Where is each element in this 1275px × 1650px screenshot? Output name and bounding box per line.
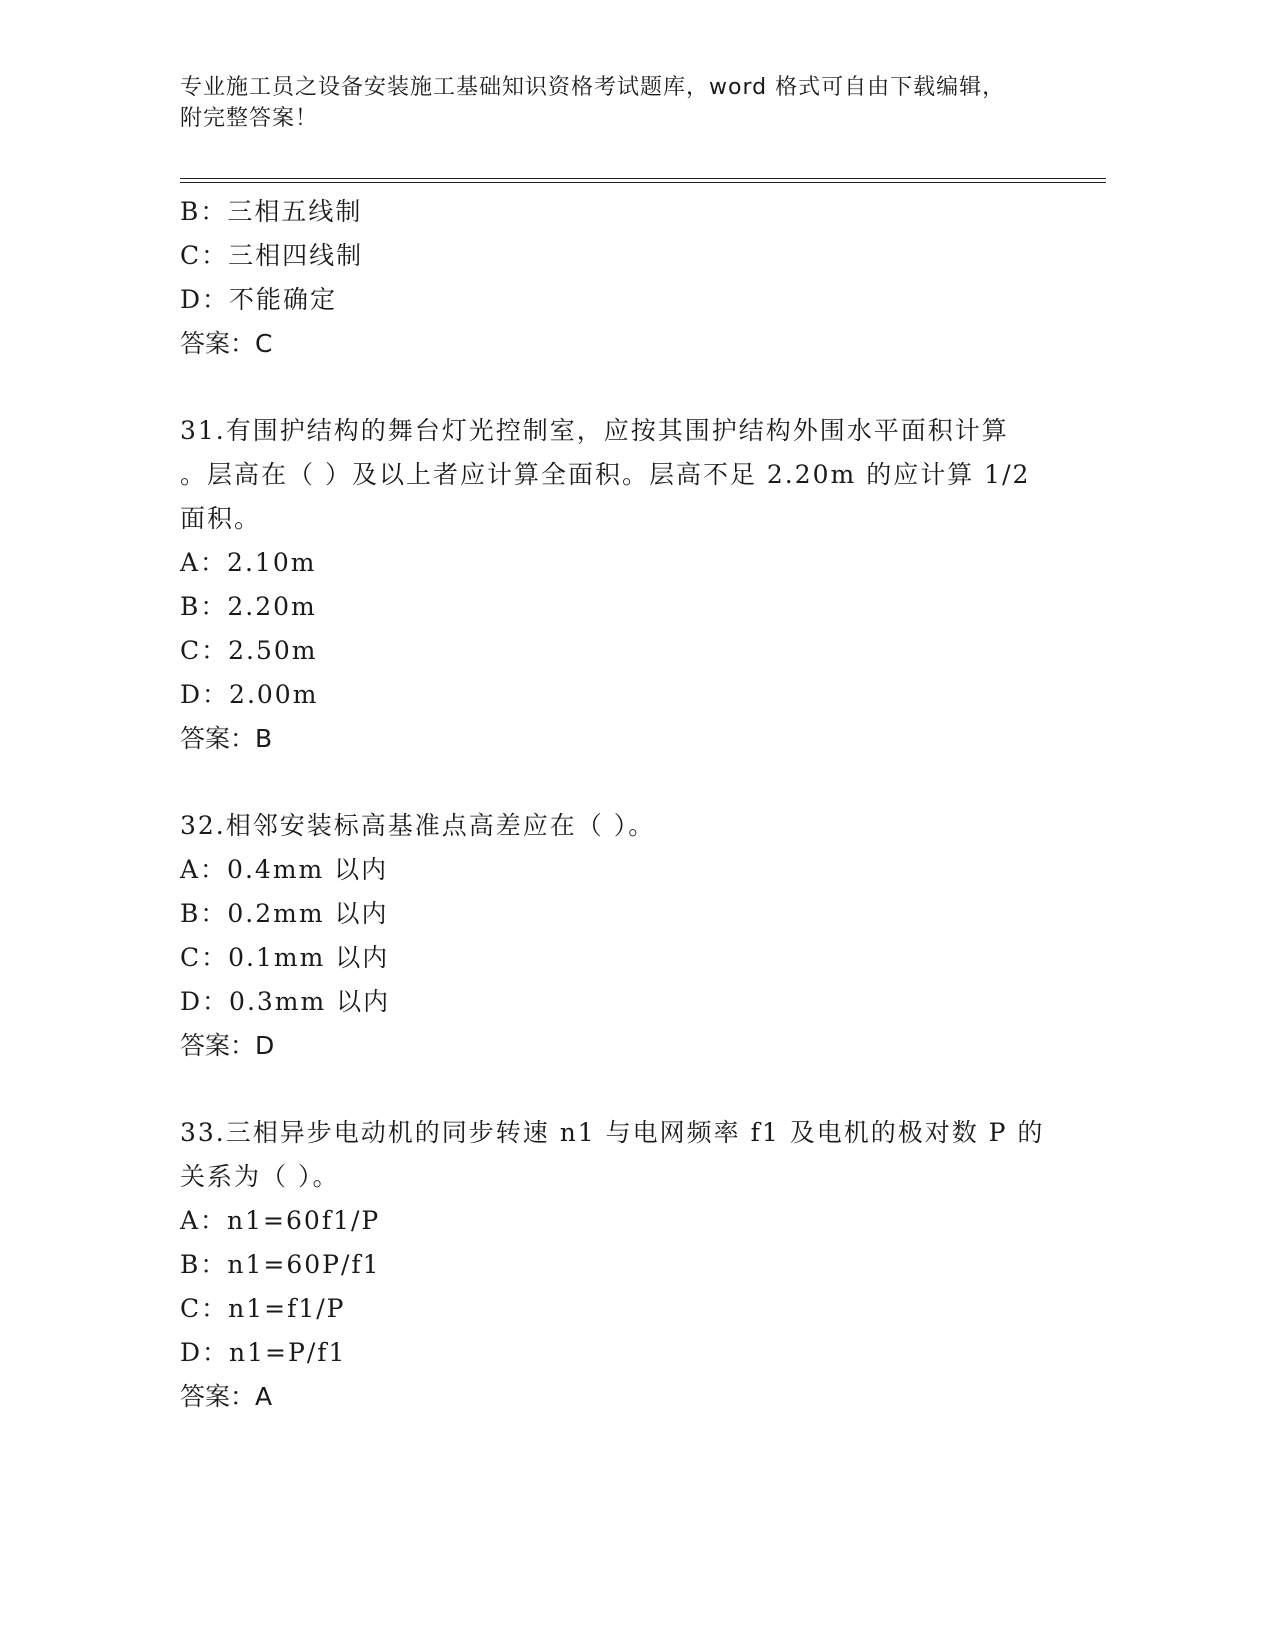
document-header xyxy=(180,72,1080,134)
option-b: B：n1=60P/f1 xyxy=(180,1250,381,1279)
answer-line: 答案：D xyxy=(180,1031,275,1060)
option-b: B：0.2mm 以内 xyxy=(180,899,389,928)
question-31 xyxy=(180,409,1080,761)
option-a: A：2.10m xyxy=(180,548,317,577)
question-stem-line: 31.有围护结构的舞台灯光控制室，应按其围护结构外围水平面积计算 xyxy=(180,416,1009,445)
spacer xyxy=(180,761,1080,804)
option-c: C：n1=f1/P xyxy=(180,1294,346,1323)
question-stem-line: 32.相邻安装标高基准点高差应在（ ）。 xyxy=(180,811,656,840)
rule-top xyxy=(180,178,1106,179)
question-32 xyxy=(180,804,1080,1068)
answer-line: 答案：A xyxy=(180,1382,273,1411)
option-b: B：三相五线制 xyxy=(180,197,363,226)
option-b: B：2.20m xyxy=(180,592,317,621)
option-c: C：2.50m xyxy=(180,636,318,665)
question-stem-line: 关系为（ ）。 xyxy=(180,1162,340,1191)
spacer xyxy=(180,366,1080,409)
question-stem-line: 33.三相异步电动机的同步转速 n1 与电网频率 f1 及电机的极对数 P 的 xyxy=(180,1118,1045,1147)
option-d: D：2.00m xyxy=(180,680,319,709)
question-stem-line: 面积。 xyxy=(180,504,262,533)
header-line-2: 附完整答案！ xyxy=(180,106,319,131)
question-list xyxy=(180,190,1080,1419)
question-stem-line: 。层高在（ ）及以上者应计算全面积。层高不足 2.20m 的应计算 1/2 xyxy=(180,460,1031,489)
option-d: D：不能确定 xyxy=(180,285,338,314)
header-line-1: 专业施工员之设备安装施工基础知识资格考试题库，word 格式可自由下载编辑， xyxy=(180,75,1006,100)
option-c: C：0.1mm 以内 xyxy=(180,943,390,972)
answer-line: 答案：B xyxy=(180,724,273,753)
spacer xyxy=(180,1068,1080,1111)
header-double-rule xyxy=(180,178,1106,183)
option-d: D：0.3mm 以内 xyxy=(180,987,391,1016)
option-c: C：三相四线制 xyxy=(180,241,364,270)
question-33 xyxy=(180,1111,1080,1419)
option-a: A：0.4mm 以内 xyxy=(180,855,389,884)
option-d: D：n1=P/f1 xyxy=(180,1338,347,1367)
option-a: A：n1=60f1/P xyxy=(180,1206,381,1235)
question-continued xyxy=(180,190,1080,366)
rule-bottom xyxy=(180,182,1106,183)
answer-line: 答案：C xyxy=(180,329,273,358)
